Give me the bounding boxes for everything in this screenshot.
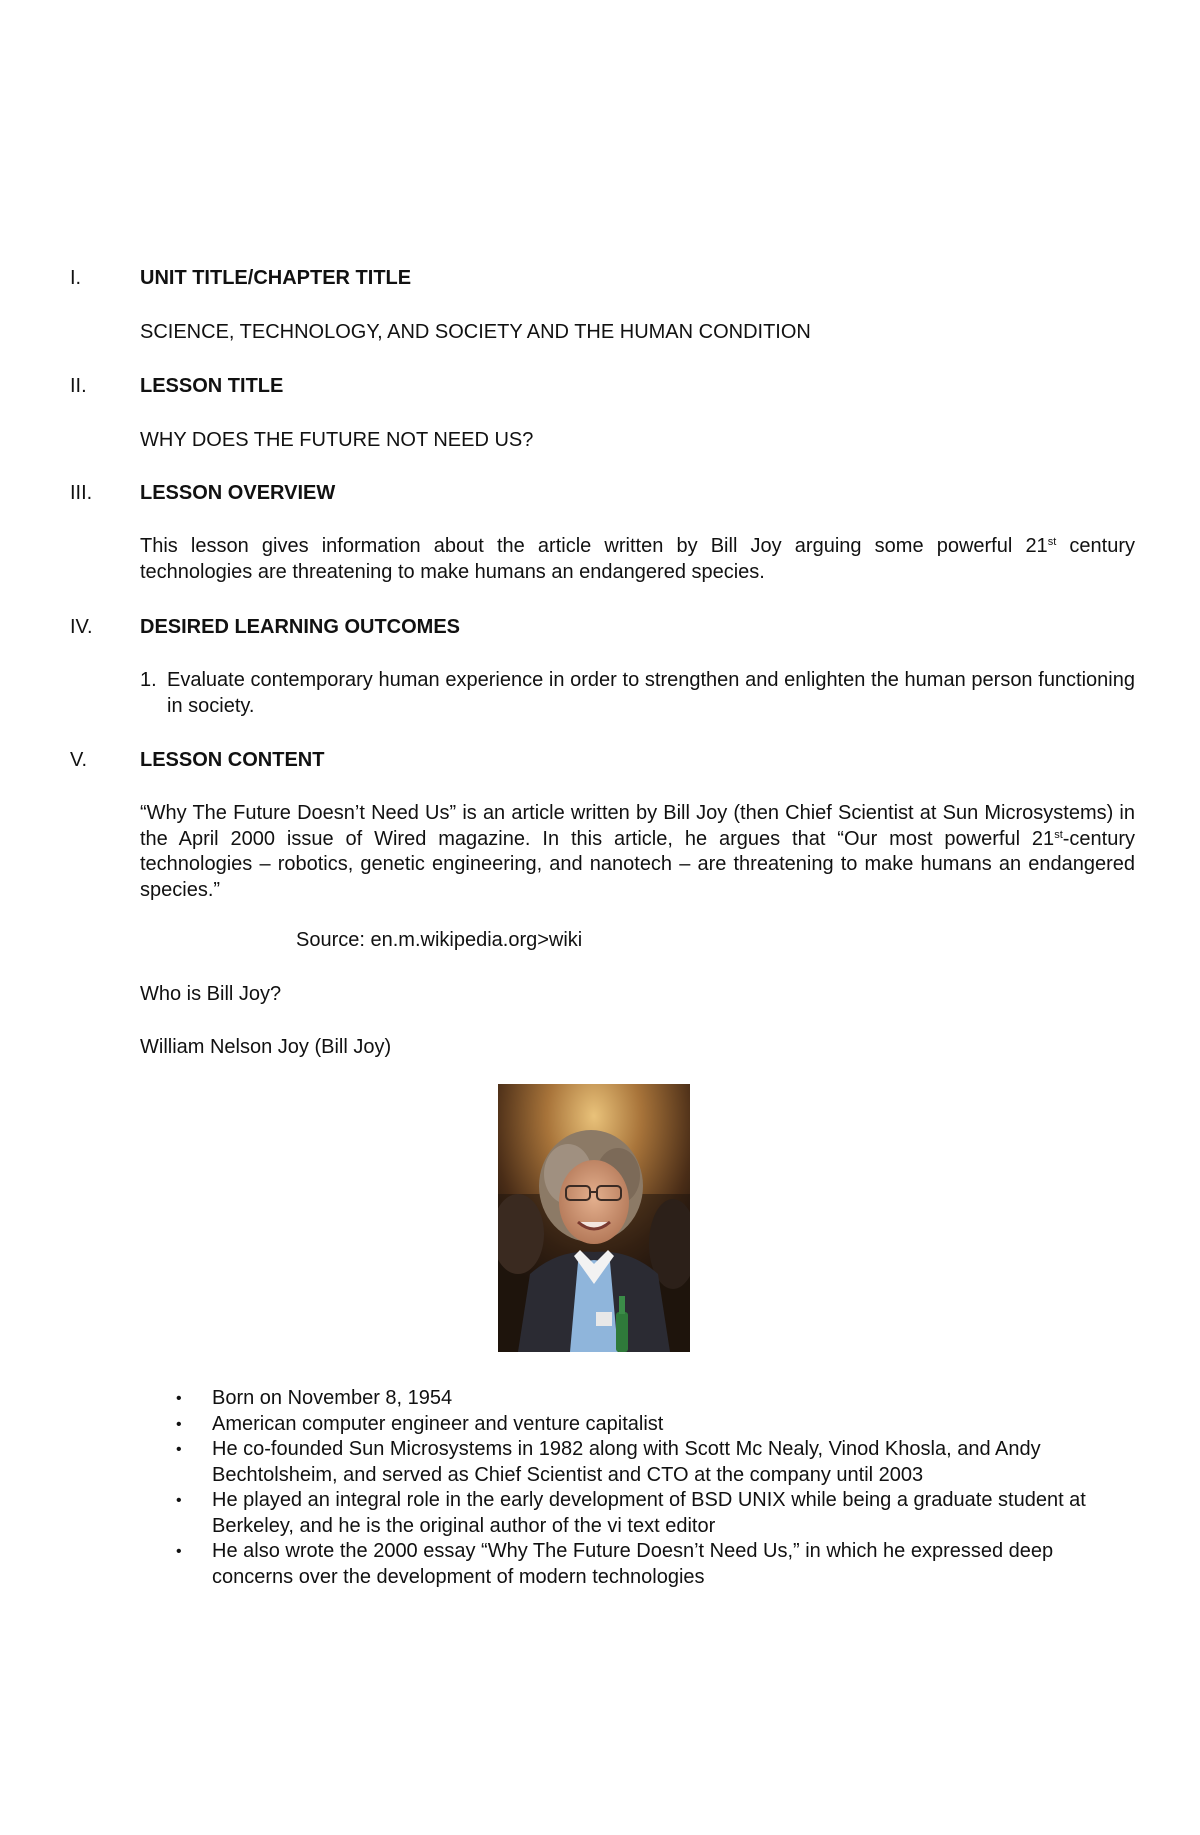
- outcome-text: Evaluate contemporary human experience in order to strengthen and enlighten the human person functioning in society.: [167, 669, 1135, 717]
- section-numeral: V.: [70, 749, 88, 771]
- bullet-icon: •: [176, 1390, 182, 1407]
- outcome-index: 1.: [140, 669, 157, 691]
- section-heading: DESIRED LEARNING OUTCOMES: [140, 616, 461, 638]
- list-item: • He played an integral role in the early development of BSD UNIX while being a graduate student at Berkeley, and he is the original author of the vi text editor: [176, 1489, 1086, 1537]
- lesson-title-text: WHY DOES THE FUTURE NOT NEED US?: [140, 429, 534, 451]
- section-numeral: IV.: [70, 616, 93, 638]
- list-item: • American computer engineer and venture capitalist: [176, 1412, 1136, 1438]
- bullet-icon: •: [176, 1441, 182, 1458]
- list-item: • He also wrote the 2000 essay “Why The Future Doesn’t Need Us,” in which he expressed deep concerns over the development of modern technologies: [176, 1540, 1054, 1588]
- unit-title-text: SCIENCE, TECHNOLOGY, AND SOCIETY AND THE HUMAN CONDITION: [140, 321, 811, 343]
- bullet-icon: •: [176, 1543, 182, 1560]
- source-citation: Source: en.m.wikipedia.org>wiki: [296, 929, 583, 951]
- bullet-icon: •: [176, 1492, 182, 1509]
- section-numeral: I.: [70, 267, 82, 289]
- section-heading: LESSON OVERVIEW: [140, 482, 336, 504]
- person-name: William Nelson Joy (Bill Joy): [140, 1036, 392, 1058]
- learning-outcome-item: [140, 668, 1135, 719]
- lesson-content-paragraph: “Why The Future Doesn’t Need Us” is an article written by Bill Joy (then Chief Scientist at Sun Microsystems) in the April 2000 issue of Wired magazine. In this article, he argues that “Our most powerful 21st-century technologies – robotics, genetic engineering, and nanotech – are threatening to make humans an endangered species.”: [140, 802, 1135, 901]
- list-item: • Born on November 8, 1954: [176, 1386, 1136, 1412]
- section-numeral: II.: [70, 375, 87, 397]
- section-heading: UNIT TITLE/CHAPTER TITLE: [140, 267, 412, 289]
- section-numeral: III.: [70, 482, 93, 504]
- bill-joy-photo: [498, 1084, 690, 1352]
- section-heading: LESSON CONTENT: [140, 749, 325, 771]
- bullet-icon: •: [176, 1415, 182, 1433]
- question-text: Who is Bill Joy?: [140, 983, 282, 1005]
- bill-joy-facts-list: [176, 1386, 1136, 1590]
- list-item: • He co-founded Sun Microsystems in 1982 along with Scott Mc Nealy, Vinod Khosla, and Andy Bechtolsheim, and served as Chief Scientist and CTO at the company until 2003: [176, 1438, 1041, 1486]
- section-heading: LESSON TITLE: [140, 375, 284, 397]
- lesson-overview-paragraph: This lesson gives information about the article written by Bill Joy arguing some powerful 21st century technologies are threatening to make humans an endangered species.: [140, 535, 1135, 583]
